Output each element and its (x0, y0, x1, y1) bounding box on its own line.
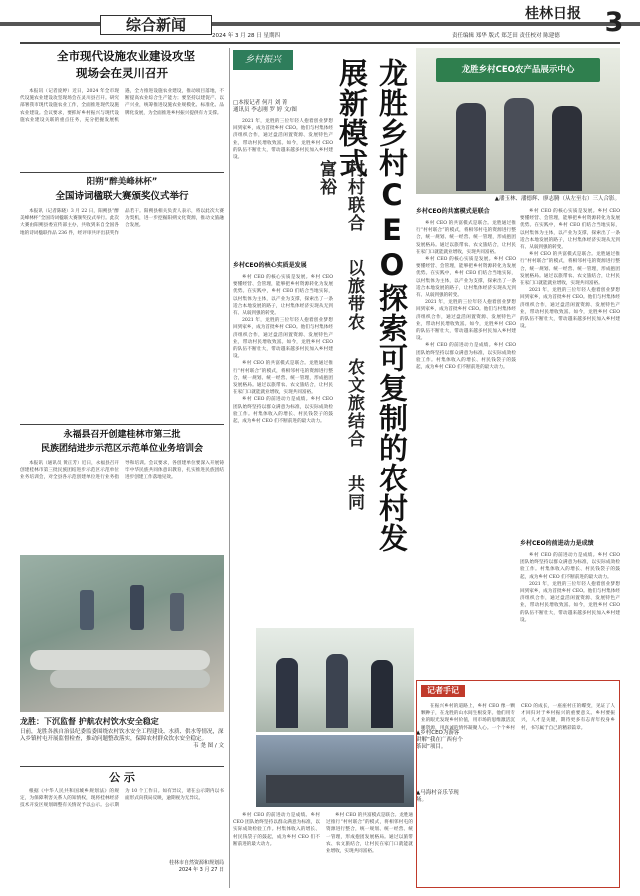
newspaper-logo: 桂林日报 (525, 6, 581, 22)
notebook-label: 记者手记 (421, 685, 465, 697)
column-tag: 乡村振兴 (233, 50, 293, 70)
notice-title: 公 示 (109, 771, 135, 784)
section-title: 综合新闻 (100, 15, 212, 35)
person-figure (371, 660, 393, 728)
feature-body-continued: 乡村 CEO 的核心实质是发展。乡村 CEO 要懂经营、会管理，能够把乡村资源转化为发展优势。在实践中，乡村 CEO 们结合当地实际，以村集体为主体，以产业为支撑，探索出了一条适合本地发展的路子，让村集体经济实现从无到有、从弱到强的转变。 乡村 CEO 的共富模式是联合。龙胜通过推行“村村联合”的模式，将相邻村屯的资源进行整合，统一规划、统一经营、统一管理，形成抱团发展格局。通过以旅带农、农文旅结合，让村民在家门口就能就业增收，实现共同富裕。 2021 年，龙胜的三位年轻人抱着创业梦想回到家乡，成为首批乡村 CEO。他们与村集体经济组织合作，通过盘活闲置资源、发展特色产业，带动村民增收致富。如今，龙胜乡村 CEO 的队伍不断壮大，带动越来越多村民加入乡村建设。 (520, 209, 620, 330)
article-body: 本报讯（记者庞婷）近日，2024 年全市现代设施农业建设攻坚现场会在灵川县召开。研究部署我市现代设施农业工作，全面推进现代设施农业建设。会议要求，要抓好乡村振兴与现代设施农业建设关联的重点任务，充分把握发展机遇，全力推进设施农业建设，推动项目落地，不断提高农业综合生产能力；要坚持以建促产、以产兴业，统筹推进设施农业规模化、标准化、品牌化发展，为全面推进乡村振兴提供有力支撑。 (20, 89, 224, 123)
byline-reporters: □本报记者 何月 刘 菁 (233, 100, 288, 106)
feature-intro: 2021 年，龙胜的三位年轻人抱着创业梦想回到家乡，成为首批乡村 CEO。他们与村集体经济组织合作，通过盘活闲置资源、发展特色产业，带动村民增收致富。如今，龙胜乡村 CEO 的队伍不断壮大，带动越来越多村民加入乡村建设。 (233, 119, 333, 161)
caption-lead: 龙胜：下沉监督 护航农村饮水安全稳定 (20, 717, 159, 726)
bottom-photo-caption: ▲马海村音乐节现场。 (416, 790, 459, 803)
article-title-line-1: 阳朔“醉美峰林杯” (86, 177, 158, 187)
person-figure (326, 654, 348, 728)
person-figure (80, 590, 94, 630)
feature-body-core: 乡村 CEO 的核心实质是发展。乡村 CEO 要懂经营、会管理，能够把乡村资源转化为发展优势。在实践中，乡村 CEO 们结合当地实际，以村集体为主体，以产业为支撑，探索出了一条适合本地发展的路子，让村集体经济实现从无到有、从弱到强的转变。 2021 年，龙胜的三位年轻人抱着创业梦想回到家乡，成为首批乡村 CEO。他们与村集体经济组织合作，通过盘活闲置资源、发展特色产业，带动村民增收致富。如今，龙胜乡村 CEO 的队伍不断壮大，带动越来越多村民加入乡村建设。 乡村 CEO 的共富模式是联合。龙胜通过推行“村村联合”的模式，将相邻村屯的资源进行整合，统一规划、统一经营、统一管理，形成抱团发展格局。通过以旅带农、农文旅结合，让村民在家门口就能就业增收，实现共同富裕。 乡村 CEO 的前进动力是成绩。乡村 CEO 团队始终坚持以群众满意为标准，以实际成效检验工作。村集体收入的增长、村民钱袋子的鼓起，成为乡村 CEO 们不断前进的最大动力。 (233, 275, 333, 425)
notice-body: 根据《中华人民共和国城乡规划法》的规定，为保障利害关系人的知情权，现将桂林经济技术开发区规划调整有关情况予以公示。公示期为 10 个工作日。如有异议，请在公示期内以书面形式向我局反映，逾期视为无异议。 (20, 789, 224, 809)
feature-headline: 龙胜乡村CEO探索可复制的农村发展新模式 (335, 58, 409, 553)
article-body: 本报讯（通讯员 黄正芳）近日，永福县召开创建桂林市第三批民族团结进步示范区示范单位业务培训会，对全县各示范创建单位进行业务指导和培训。会议要求，各创建单位要深入开展铸牢中华民族共同体意识教育，扎实推进民族团结进步创建工作落地见效。 (20, 461, 224, 481)
article-modern-agriculture (20, 48, 224, 168)
person-figure (552, 106, 582, 191)
person-figure (456, 103, 486, 191)
divider (20, 172, 224, 173)
showroom-sign: 龙胜乡村CEO农产品展示中心 (436, 58, 600, 82)
masthead-rule (20, 42, 620, 44)
feature-subtitle: 村村联合 以旅带农 农文旅结合 共同富裕 (316, 160, 364, 511)
article-yangshuo-contest (20, 176, 224, 286)
article-yongfu-training (20, 428, 224, 548)
person-figure (276, 658, 298, 728)
article-title-line-2: 现场会在灵川召开 (76, 66, 168, 80)
notice-signature: 桂林市自然资源和规划局 (168, 860, 224, 866)
notebook-body: 在振兴乡村的道路上，乡村 CEO 像一颗颗种子，在龙胜的山水间生根发芽。他们用专业的眼光发现乡村价值，用市场的思维激活沉睡资源，用真诚的情怀凝聚人心。一个个乡村 CEO 的成长，一座座村庄的蝶变，见证了人才回归对于乡村振兴的重要意义。乡村要振兴，人才是关键，期待更多有志青年投身乡村，书写属于自己的精彩篇章。 (421, 704, 615, 731)
date-line: 2024 年 3 月 28 日 星期四 (212, 33, 280, 39)
photo-water-supply-inspection (20, 555, 224, 712)
notice-date: 2024 年 3 月 27 日 (178, 867, 224, 873)
top-photo-caption: ▲潘玉林、潘德辉、廖志腾（从左至右）三人合影。 (494, 196, 620, 202)
subheading-model: 乡村CEO的共富模式是联合 (416, 208, 490, 215)
crowd-shape (266, 775, 404, 803)
divider (20, 766, 224, 767)
editors-line: 责任编辑 郑华 版式 郑芝田 责任校对 陈建德 (452, 33, 560, 39)
divider (20, 424, 224, 425)
subheading-core: 乡村CEO的核心实质是发展 (233, 262, 307, 269)
masthead (0, 0, 640, 40)
column-divider (229, 48, 230, 888)
article-title-line-2: 民族团结进步示范区示范单位业务培训会 (40, 444, 203, 454)
photo-tea-garden-explanation (256, 628, 414, 732)
article-title-line-1: 永福县召开创建桂林市第三批 (63, 430, 181, 440)
feature-body-model: 乡村 CEO 的共富模式是联合。龙胜通过推行“村村联合”的模式，将相邻村屯的资源进行整合，统一规划、统一经营、统一管理，形成抱团发展格局。通过以旅带农、农文旅结合，让村民在家门口就能就业增收，实现共同富裕。 乡村 CEO 的核心实质是发展。乡村 CEO 要懂经营、会管理，能够把乡村资源转化为发展优势。在实践中，乡村 CEO 们结合当地实际，以村集体为主体，以产业为支撑，探索出了一条适合本地发展的路子，让村集体经济实现从无到有、从弱到强的转变。 2021 年，龙胜的三位年轻人抱着创业梦想回到家乡，成为首批乡村 CEO。他们与村集体经济组织合作，通过盘活闲置资源、发展特色产业，带动村民增收致富。如今，龙胜乡村 CEO 的队伍不断壮大，带动越来越多村民加入乡村建设。 乡村 CEO 的前进动力是成绩。乡村 CEO 团队始终坚持以群众满意为标准，以实际成效检验工作。村集体收入的增长、村民钱袋子的鼓起，成为乡村 CEO 们不断前进的最大动力。 (416, 221, 516, 371)
caption-credit: 韦 尧 图 / 文 (193, 743, 224, 749)
caption-body: 日前，龙胜各族自治县纪委监委围绕农村饮水安全工程建设、水质、供水等情况，深入乡镇村屯开展监督检查，推动问题整改落实，保障农村群众饮水安全稳定。 (20, 729, 224, 742)
public-notice (20, 770, 224, 885)
feature-body-bottom: 乡村 CEO 的前进动力是成绩。乡村 CEO 团队始终坚持以群众满意为标准，以实际成效检验工作。村集体收入的增长、村民钱袋子的鼓起，成为乡村 CEO 们不断前进的最大动力。 乡村 CEO 的共富模式是联合。龙胜通过推行“村村联合”的模式，将相邻村屯的资源进行整合，统一规划、统一经营、统一管理，形成抱团发展格局。通过以旅带农、农文旅结合，让村民在家门口就能就业增收，实现共同富裕。 (233, 813, 413, 855)
water-pipe-shape (50, 670, 210, 688)
page-number: 3 (604, 7, 624, 38)
feature-body-momentum: 乡村 CEO 的前进动力是成绩。乡村 CEO 团队始终坚持以群众满意为标准，以实际成效检验工作。村集体收入的增长、村民钱袋子的鼓起，成为乡村 CEO 们不断前进的最大动力。 2021 年，龙胜的三位年轻人抱着创业梦想回到家乡，成为首批乡村 CEO。他们与村集体经济组织合作，通过盘活闲置资源、发展特色产业，带动村民增收致富。如今，龙胜乡村 CEO 的队伍不断壮大，带动越来越多村民加入乡村建设。 (520, 553, 620, 623)
photo-three-ceos (416, 48, 620, 194)
reporter-notebook (416, 680, 620, 888)
water-pipe-shape (30, 650, 210, 670)
photo-music-festival (256, 735, 414, 807)
article-title-line-1: 全市现代设施农业建设攻坚 (57, 49, 195, 63)
article-title-line-2: 全国诗词楹联大赛颁奖仪式举行 (55, 191, 189, 202)
person-figure (170, 593, 184, 631)
person-figure (130, 585, 144, 630)
person-figure (504, 98, 534, 191)
middle-photo-caption: ▲乡村CEO为游客讲解“我在广西有个茶园”项目。 (416, 730, 463, 750)
byline-correspondents: 通讯员 李志刚 罗 婷 文/图 (233, 107, 297, 113)
photo-caption (20, 716, 224, 760)
subheading-momentum: 乡村CEO的前进动力是成绩 (520, 540, 594, 547)
article-body: 本报讯（记者陈晓）3 月 22 日，阳朔县“醉美峰林杯”全国诗词楹联大赛颁奖仪式举行。此次大赛由阳朔县委宣传部主办，共收到来自全国各地的诗词楹联作品 236 件，经评审共评出获奖作品若干。阳朔县相关负责人表示，将以此次大赛为契机，进一步挖掘阳朔文化资源，推动文旅融合发展。 (20, 209, 224, 236)
